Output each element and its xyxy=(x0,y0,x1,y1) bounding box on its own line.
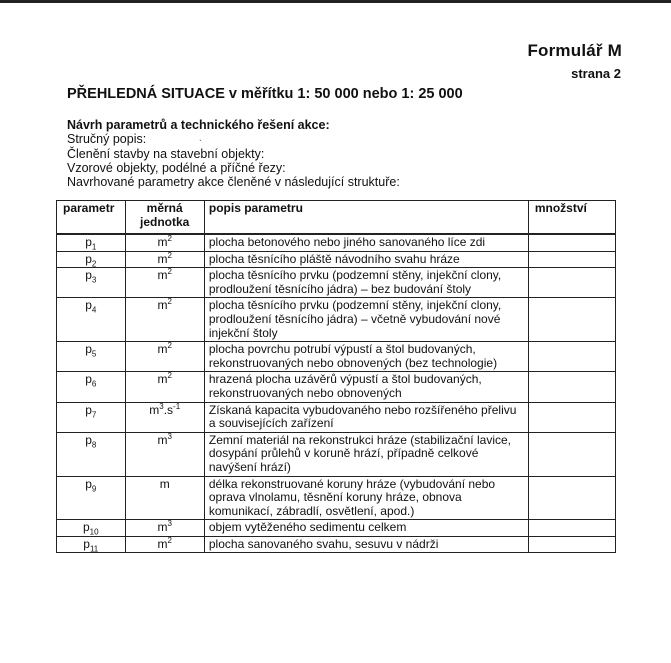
param-cell xyxy=(57,251,126,268)
param-symbol: p xyxy=(82,520,90,535)
param-symbol: p xyxy=(85,235,92,249)
description-cell: objem vytěženého sedimentu celkem xyxy=(204,520,528,537)
unit-base: m xyxy=(157,536,168,551)
description-cell: délka rekonstruované koruny hráze (vybudování nebo oprava vlnolamu, těsnění koruny hráze, obnova komunikací, zábradlí, osvětlení, apod.) xyxy=(204,476,528,520)
quantity-cell[interactable] xyxy=(528,536,615,553)
param-index: 1 xyxy=(91,242,97,252)
param-cell xyxy=(57,402,126,432)
param-index: 11 xyxy=(89,544,99,554)
quantity-cell[interactable] xyxy=(528,432,615,476)
header-quantity: množství xyxy=(528,201,615,235)
quantity-cell[interactable] xyxy=(528,476,615,520)
unit-base: m xyxy=(157,432,168,447)
description-cell: Získaná kapacita vybudovaného nebo rozšířeného přelivu a souvisejících zařízení xyxy=(204,402,528,432)
page-heading: PŘEHLEDNÁ SITUACE v měřítku 1: 50 000 nebo 1: 25 000 xyxy=(67,86,463,102)
quantity-cell[interactable] xyxy=(528,520,615,537)
header-description: popis parametru xyxy=(204,201,528,235)
unit-base: m xyxy=(157,235,168,249)
unit-exponent: 2 xyxy=(167,371,172,381)
table-row xyxy=(57,268,616,298)
unit-cell xyxy=(125,402,204,432)
unit-cell xyxy=(125,234,204,251)
unit-cell xyxy=(125,251,204,268)
unit-cell xyxy=(125,536,204,553)
param-symbol: p xyxy=(85,342,92,357)
form-page-number: strana 2 xyxy=(571,66,621,81)
param-symbol: p xyxy=(85,432,92,447)
unit-cell xyxy=(125,298,204,342)
unit-cell xyxy=(125,520,204,537)
intro-line-sections: Vzorové objekty, podélné a příčné řezy: xyxy=(67,160,286,175)
description-cell: plocha těsnícího prvku (podzemní stěny, injekční clony, prodloužení těsnícího jádra) – bez budování štoly xyxy=(204,268,528,298)
quantity-cell[interactable] xyxy=(528,402,615,432)
quantity-cell[interactable] xyxy=(528,342,615,372)
param-symbol: p xyxy=(85,298,92,313)
description-cell: hrazená plocha uzávěrů výpustí a štol budovaných, rekonstruovaných nebo obnovených xyxy=(204,372,528,402)
table-row xyxy=(57,251,616,268)
table-row xyxy=(57,234,616,251)
intro-title: Návrh parametrů a technického řešení akce: xyxy=(67,118,330,132)
quantity-cell[interactable] xyxy=(528,268,615,298)
param-index: 10 xyxy=(89,527,99,537)
param-cell xyxy=(57,432,126,476)
param-symbol: p xyxy=(85,402,92,417)
table-row xyxy=(57,476,616,520)
unit-cell xyxy=(125,268,204,298)
description-cell: plocha betonového nebo jiného sanovaného líce zdi xyxy=(204,234,528,251)
unit-exponent: 2 xyxy=(167,535,172,545)
header-param: parametr xyxy=(57,201,126,235)
param-cell xyxy=(57,476,126,520)
unit-cell xyxy=(125,342,204,372)
intro-section xyxy=(67,118,400,189)
unit-secondary: .s xyxy=(163,402,174,417)
unit-base: m xyxy=(159,476,170,491)
table-row xyxy=(57,432,616,476)
table-body xyxy=(57,234,616,553)
scan-artifact-mark: ˎ xyxy=(199,131,202,141)
param-cell xyxy=(57,234,126,251)
unit-base: m xyxy=(157,298,168,313)
table-row xyxy=(57,298,616,342)
param-index: 4 xyxy=(91,305,97,315)
param-symbol: p xyxy=(83,536,90,551)
unit-exponent: 3 xyxy=(167,519,172,529)
header-unit: měrná jednotka xyxy=(125,201,204,235)
unit-cell xyxy=(125,476,204,520)
intro-line-structure: Členění stavby na stavební objekty: xyxy=(67,146,265,161)
table-row xyxy=(57,536,616,553)
param-cell xyxy=(57,298,126,342)
parameters-table xyxy=(56,200,616,553)
param-cell xyxy=(57,520,126,537)
description-cell: plocha sanovaného svahu, sesuvu v nádrži xyxy=(204,536,528,553)
intro-line-brief: Stručný popis: xyxy=(67,132,147,147)
quantity-cell[interactable] xyxy=(528,234,615,251)
quantity-cell[interactable] xyxy=(528,298,615,342)
description-cell: Zemní materiál na rekonstrukci hráze (stabilizační lavice, dosypání průlehů v koruně hrází, případně celkové navýšení hrází) xyxy=(204,432,528,476)
unit-exponent: 2 xyxy=(167,341,172,351)
table-row xyxy=(57,520,616,537)
table-row xyxy=(57,402,616,432)
unit-exponent: 3 xyxy=(167,431,172,441)
unit-base: m xyxy=(149,402,160,417)
unit-base: m xyxy=(157,520,168,535)
unit-cell xyxy=(125,432,204,476)
unit-exponent: 2 xyxy=(167,267,172,277)
param-symbol: p xyxy=(85,372,92,387)
param-index: 5 xyxy=(91,349,97,359)
unit-exponent: 2 xyxy=(167,250,172,260)
unit-exponent: 2 xyxy=(167,234,172,243)
form-title: Formulář M xyxy=(527,41,622,60)
param-cell xyxy=(57,268,126,298)
param-symbol: p xyxy=(85,476,92,491)
description-cell: plocha těsnícího pláště návodního svahu hráze xyxy=(204,251,528,268)
param-cell xyxy=(57,536,126,553)
table-header-row xyxy=(57,201,616,235)
description-cell: plocha těsnícího prvku (podzemní stěny, injekční clony, prodloužení těsnícího jádra) – včetně vybudování nové injekční štoly xyxy=(204,298,528,342)
param-index: 7 xyxy=(91,409,97,419)
unit-base: m xyxy=(157,372,168,387)
unit-cell xyxy=(125,372,204,402)
param-cell xyxy=(57,342,126,372)
unit-secondary-exponent: -1 xyxy=(173,401,181,411)
param-cell xyxy=(57,372,126,402)
table-row xyxy=(57,342,616,372)
unit-base: m xyxy=(157,251,168,266)
description-cell: plocha povrchu potrubí výpustí a štol budovaných, rekonstruovaných nebo obnovených (bez technologie) xyxy=(204,342,528,372)
param-symbol: p xyxy=(85,268,92,283)
intro-line-parameters: Navrhované parametry akce členěné v následující struktuře: xyxy=(67,175,400,190)
unit-base: m xyxy=(157,342,168,357)
quantity-cell[interactable] xyxy=(528,251,615,268)
param-index: 2 xyxy=(91,258,97,268)
table-row xyxy=(57,372,616,402)
unit-exponent: 2 xyxy=(167,297,172,307)
param-index: 9 xyxy=(91,483,97,493)
unit-base: m xyxy=(157,268,168,283)
quantity-cell[interactable] xyxy=(528,372,615,402)
param-symbol: p xyxy=(85,251,92,266)
top-border-rule xyxy=(0,0,671,3)
unit-exponent: 3 xyxy=(159,401,164,411)
param-index: 6 xyxy=(91,379,97,389)
param-index: 3 xyxy=(91,275,97,285)
param-index: 8 xyxy=(91,440,97,450)
